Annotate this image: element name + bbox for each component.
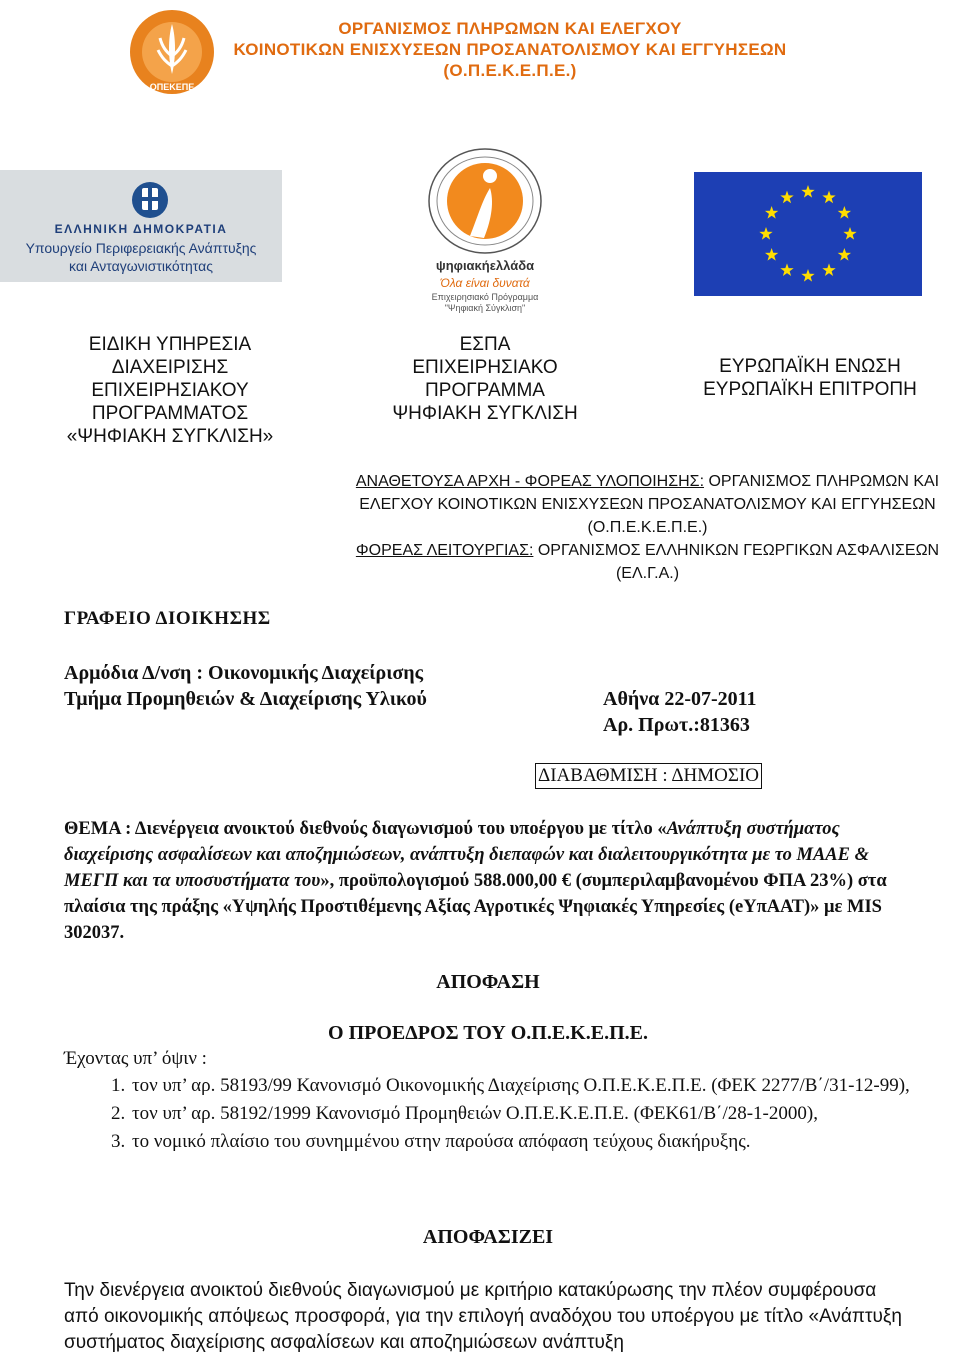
digital-logo-line-3: Επιχειρησιακό Πρόγραμμα [431,292,539,302]
middle-heading-line: ΨΗΦΙΑΚΗ ΣΥΓΚΛΙΣΗ [392,403,578,424]
left-heading-line: ΕΙΔΙΚΗ ΥΠΗΡΕΣΙΑ [88,334,252,355]
decides-title: ΑΠΟΦΑΣΙΖΕΙ [422,1226,554,1248]
left-heading-line: «ΨΗΦΙΑΚΗ ΣΥΓΚΛΙΣΗ» [66,426,274,447]
subject-prefix: ΘΕΜΑ : Διενέργεια ανοικτού διεθνούς διαγωνισμού του υποέργου με τίτλο « [64,819,667,839]
hellenic-logo-line-2: Υπουργείο Περιφερειακής Ανάπτυξης [25,240,257,256]
middle-heading-line: ΠΡΟΓΡΑΜΜΑ [425,380,545,401]
middle-heading-line: ΕΠΙΧΕΙΡΗΣΙΑΚΟ [412,357,558,378]
hellenic-logo-line-3: και Ανταγωνιστικότητας [69,258,213,274]
left-heading-line: ΠΡΟΓΡΑΜΜΑΤΟΣ [91,403,249,424]
opekepe-logo [128,8,216,96]
eu-heading [660,355,960,401]
org-title-line-3: (Ο.Π.Ε.Κ.Ε.Π.Ε.) [443,61,577,80]
opekepe-logo-text: ΟΠΕΚΕΠΕ [149,82,195,92]
document-date: Αθήνα 22-07-2011 [603,688,757,710]
list-item: 2. τον υπ’ αρ. 58192/1999 Κανονισμό Προμηθειών Ο.Π.Ε.Κ.Ε.Π.Ε. (ΦΕΚ61/Β΄/28-1-2000), [130,1102,910,1126]
subject-paragraph [64,816,904,946]
hellenic-logo-line-1: ΕΛΛΗΝΙΚΗ ΔΗΜΟΚΡΑΤΙΑ [54,222,228,236]
subject-title: Ανάπτυξη συστήματος διαχείρισης ασφαλίσεων και αποζημιώσεων, ανάπτυξη διεπαφών και διαλειτουργικότητα με το ΜΑΑΕ & ΜΕΓΠ και τα υποσυστήματα του [64,819,870,891]
right-heading-line: ΕΥΡΩΠΑΪΚΗ ΕΝΩΣΗ [719,356,901,377]
right-heading-line: ΕΥΡΩΠΑΪΚΗ ΕΠΙΤΡΟΠΗ [703,379,917,400]
operating-body-value: ΟΡΓΑΝΙΣΜΟΣ ΕΛΛΗΝΙΚΩΝ ΓΕΩΡΓΙΚΩΝ ΑΣΦΑΛΙΣΕΩΝ (ΕΛ.Γ.Α.) [533,542,940,582]
middle-heading-line: ΕΣΠΑ [459,334,511,355]
classification-box: ΔΙΑΒΑΘΜΙΣΗ : ΔΗΜΟΣΙΟ [535,763,762,789]
list-item: 3. το νομικό πλαίσιο του συνημμένου στην παρούσα απόφαση τεύχους διακήρυξης. [130,1130,910,1154]
hellenic-republic-logo [0,170,282,282]
subject-suffix: », προϋπολογισμού 588.000,00 € (συμπεριλαμβανομένου ΦΠΑ 23%) στα πλαίσια της πράξης «Υψηλής Προστιθέμενης Αξίας Αγροτικές Ψηφιακές Υπηρεσίες (eΥπΑΑΤ)» με MIS 302037. [64,871,887,943]
considerations-list [64,1074,910,1158]
having-considered-label: Έχοντας υπ’ όψιν : [64,1048,207,1069]
org-title-line-1: ΟΡΓΑΝΙΣΜΟΣ ΠΛΗΡΩΜΩΝ ΚΑΙ ΕΛΕΓΧΟΥ [338,19,682,38]
decision-title: ΑΠΟΦΑΣΗ [436,971,540,993]
authority-block [340,470,955,585]
contracting-authority-value: ΟΡΓΑΝΙΣΜΟΣ ΠΛΗΡΩΜΩΝ ΚΑΙ ΕΛΕΓΧΟΥ ΚΟΙΝΟΤΙΚΩΝ ΕΝΙΣΧΥΣΕΩΝ ΠΡΟΣΑΝΑΤΟΛΙΣΜΟΥ ΚΑΙ ΕΓΓΥΗΣΕΩΝ (Ο.Π.Ε.Κ.Ε.Π.Ε.) [359,473,940,536]
digital-logo-line-2: Όλα είναι δυνατά [440,276,530,290]
managing-authority-heading [40,333,300,448]
digital-logo-line-4: "Ψηφιακή Σύγκλιση" [444,303,526,313]
digital-greece-logo [410,146,560,316]
digital-logo-line-1: ψηφιακήελλάδα [435,258,535,273]
president-title: Ο ΠΡΟΕΔΡΟΣ ΤΟΥ Ο.Π.Ε.Κ.Ε.Π.Ε. [328,1022,648,1044]
protocol-number: Αρ. Πρωτ.:81363 [603,714,750,736]
eu-flag [694,172,922,296]
operating-body-label: ΦΟΡΕΑΣ ΛΕΙΤΟΥΡΓΙΑΣ: [355,542,534,559]
contracting-authority-label: ΑΝΑΘΕΤΟΥΣΑ ΑΡΧΗ - ΦΟΡΕΑΣ ΥΛΟΠΟΙΗΣΗΣ: [355,473,705,490]
section-line: Τμήμα Προμηθειών & Διαχείρισης Υλικού [64,688,427,710]
office-heading: ΓΡΑΦΕΙΟ ΔΙΟΙΚΗΣΗΣ [64,608,271,629]
directorate-line: Αρμόδια Δ/νση : Οικονομικής Διαχείρισης [64,662,424,684]
left-heading-line: ΔΙΑΧΕΙΡΙΣΗΣ [111,357,229,378]
organization-title [230,18,790,81]
list-item: 1. τον υπ’ αρ. 58193/99 Κανονισμό Οικονομικής Διαχείρισης Ο.Π.Ε.Κ.Ε.Π.Ε. (ΦΕΚ 2277/Β΄/31-12-99), [130,1074,910,1098]
decision-body-text: Την διενέργεια ανοικτού διεθνούς διαγωνισμού με κριτήριο κατακύρωσης την πλέον συμφέρουσα από οικονομικής απόψεως προσφορά, για την επιλογή αναδόχου του υποέργου με τίτλο «Ανάπτυξη συστήματος διαχείρισης ασφαλίσεων και αποζημιώσεων ανάπτυξη [64,1280,902,1353]
left-heading-line: ΕΠΙΧΕΙΡΗΣΙΑΚΟΥ [91,380,249,401]
org-title-line-2: ΚΟΙΝΟΤΙΚΩΝ ΕΝΙΣΧΥΣΕΩΝ ΠΡΟΣΑΝΑΤΟΛΙΣΜΟΥ ΚΑΙ ΕΓΓΥΗΣΕΩΝ [233,40,787,59]
espa-heading [370,333,600,425]
